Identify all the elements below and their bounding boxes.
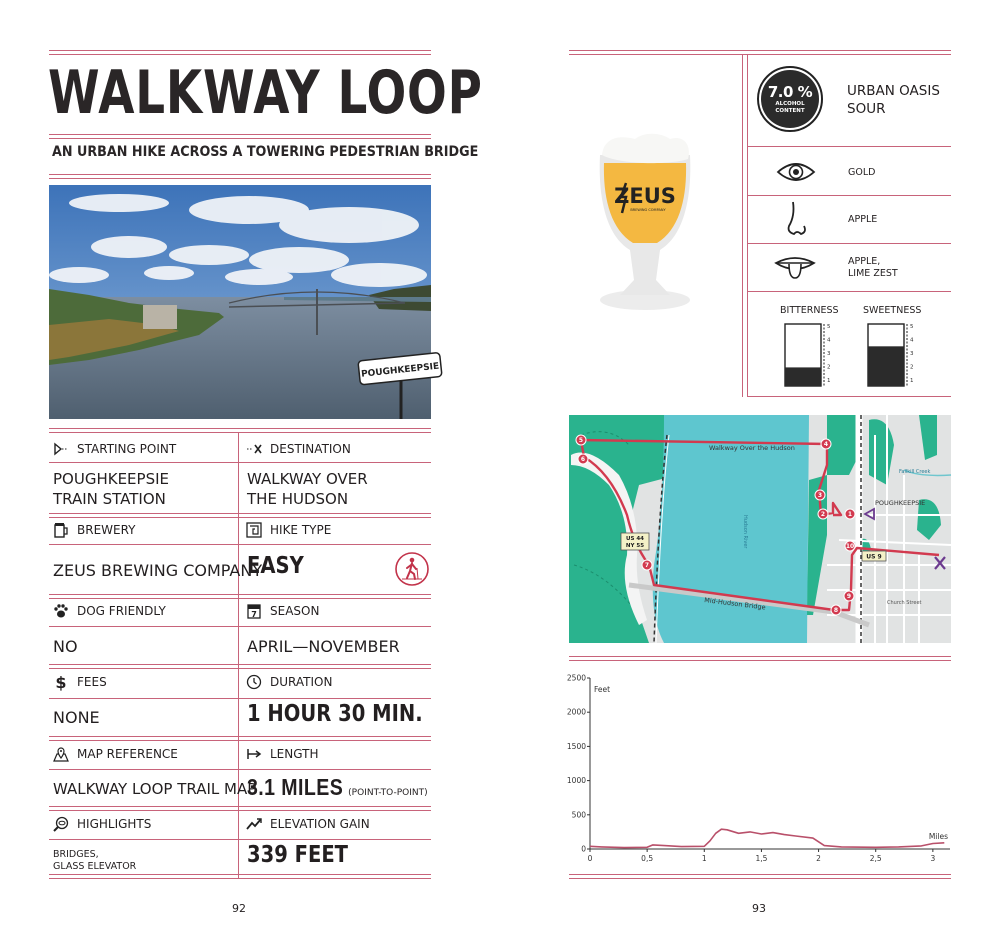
svg-text:NY 55: NY 55 (625, 543, 645, 549)
map-reference-value: WALKWAY LOOP TRAIL MAP (53, 780, 257, 798)
svg-text:7: 7 (251, 610, 257, 619)
divider (49, 668, 431, 669)
divider (49, 517, 431, 518)
divider (747, 146, 951, 147)
dog-friendly-value: NO (53, 637, 78, 656)
divider (49, 513, 431, 514)
bitterness-gauge-fill (785, 367, 821, 386)
paw-icon (53, 603, 69, 619)
nose-icon (785, 200, 809, 240)
divider (49, 462, 431, 463)
x-tick-label: 1 (701, 854, 707, 863)
waypoint-label: 3 (817, 492, 823, 500)
destination-x-icon (246, 441, 262, 457)
aroma-note: APPLE (848, 214, 878, 225)
beer-name: URBAN OASIS SOUR (847, 83, 940, 117)
fees-value: NONE (53, 708, 100, 727)
x-tick-label: 0 (587, 854, 593, 863)
divider (747, 195, 951, 196)
x-tick-label: 1,5 (755, 854, 768, 863)
season-value: APRIL—NOVEMBER (247, 637, 400, 656)
x-tick-label: 3 (930, 854, 936, 863)
divider (49, 178, 431, 179)
divider (49, 664, 431, 665)
eye-icon (776, 158, 816, 186)
waypoint-label: 8 (833, 607, 839, 615)
bridge-map-label: Mid-Hudson Bridge (703, 596, 767, 612)
divider (569, 54, 951, 55)
elevation-line (590, 829, 944, 847)
bitterness-gauge-tick: 3 (827, 351, 831, 357)
waypoint-label: 2 (820, 511, 826, 519)
divider (49, 740, 431, 741)
river-map-label: Hudson River (742, 515, 748, 549)
church-map-label: Church Street (887, 600, 922, 606)
waypoint-label: 4 (823, 441, 829, 449)
calendar-icon (246, 603, 262, 619)
divider (747, 396, 951, 397)
divider (49, 54, 431, 55)
divider (49, 806, 431, 807)
column-divider (238, 432, 239, 878)
divider (49, 544, 431, 545)
brewery-label: BREWERY (53, 522, 136, 538)
length-arrow-icon (246, 746, 262, 762)
divider (49, 810, 431, 811)
divider (49, 428, 431, 429)
fees-label: $ FEES (53, 674, 107, 690)
y-tick-label: 0 (581, 844, 586, 854)
starting-point-value: POUGHKEEPSIE TRAIN STATION (53, 470, 169, 508)
divider (569, 878, 951, 879)
waypoint-label: 7 (644, 562, 650, 570)
duration-value: 1 HOUR 30 MIN. (247, 701, 423, 727)
y-tick-label: 1000 (566, 776, 586, 786)
sweetness-label: SWEETNESS (863, 305, 922, 316)
creek-map-label: Fallkill Creek (899, 469, 931, 475)
divider (49, 50, 431, 51)
beer-mug-icon (53, 522, 69, 538)
zeus-logo-sub: BREWING COMPANY (630, 208, 666, 212)
hiker-icon (394, 551, 430, 587)
length-value: 3.1 MILES (POINT-TO-POINT) (247, 774, 428, 800)
length-label: LENGTH (246, 746, 318, 762)
trail-map (569, 415, 951, 643)
map-reference-label: MAP REFERENCE (53, 746, 178, 762)
hike-type-value: EASY (247, 553, 304, 579)
y-tick-label: 500 (571, 810, 586, 820)
y-axis-label: Feet (594, 685, 611, 694)
divider (569, 656, 951, 657)
divider (49, 134, 431, 135)
bitterness-gauge (783, 318, 833, 388)
destination-label: DESTINATION (246, 441, 351, 457)
elevation-chart (562, 668, 954, 864)
y-tick-label: 1500 (566, 741, 586, 751)
trend-up-icon (246, 816, 262, 832)
page-subtitle: AN URBAN HIKE ACROSS A TOWERING PEDESTRIAN BRIDGE (52, 144, 479, 160)
hike-type-label: HIKE TYPE (246, 522, 331, 538)
destination-value: WALKWAY OVER THE HUDSON (247, 470, 368, 508)
divider (49, 432, 431, 433)
bitterness-label: BITTERNESS (780, 305, 839, 316)
divider (49, 736, 431, 737)
bitterness-gauge-tick: 1 (827, 378, 831, 384)
clock-icon (246, 674, 262, 690)
highlights-value: BRIDGES, GLASS ELEVATOR (53, 849, 137, 872)
x-tick-label: 0,5 (641, 854, 654, 863)
page-number: 93 (752, 902, 766, 915)
zeus-logo: ZEUS (614, 184, 676, 208)
page-title: WALKWAY LOOP (48, 58, 483, 128)
svg-text:US 44: US 44 (626, 536, 644, 542)
abv-caption: ALCOHOL CONTENT (775, 101, 805, 114)
start-arrow-icon (53, 441, 69, 457)
divider (569, 874, 951, 875)
elevation-gain-label: ELEVATION GAIN (246, 816, 370, 832)
x-tick-label: 2,5 (869, 854, 882, 863)
divider (49, 698, 431, 699)
dollar-icon: $ (55, 672, 67, 692)
divider (569, 660, 951, 661)
divider (49, 138, 431, 139)
page-number: 92 (232, 902, 246, 915)
x-tick-label: 2 (816, 854, 821, 863)
elevation-gain-value: 339 FEET (247, 842, 349, 868)
brewery-value: ZEUS BREWING COMPANY (53, 561, 263, 580)
waypoint-label: 1 (847, 511, 853, 519)
starting-point-label: STARTING POINT (53, 441, 176, 457)
waypoint-label: 5 (578, 437, 584, 445)
us44-shield (621, 533, 649, 550)
divider (747, 291, 951, 292)
divider (49, 878, 431, 879)
duration-label: DURATION (246, 674, 332, 690)
column-divider (747, 54, 748, 397)
sweetness-gauge-tick: 1 (910, 378, 914, 384)
divider (49, 594, 431, 595)
mouth-tongue-icon (774, 251, 816, 281)
sweetness-gauge-fill (868, 346, 904, 386)
column-divider (742, 54, 743, 397)
divider (49, 626, 431, 627)
map-pin-icon (53, 746, 69, 762)
hudson-river-photo (49, 185, 440, 419)
waypoint-label: 9 (846, 593, 852, 601)
sweetness-gauge-tick: 2 (910, 364, 914, 371)
y-tick-label: 2500 (566, 673, 586, 683)
sweetness-gauge-tick: 4 (910, 337, 914, 344)
divider (49, 874, 431, 875)
abv-value: 7.0 % (767, 83, 813, 101)
y-tick-label: 2000 (566, 707, 586, 717)
svg-text:US 9: US 9 (866, 553, 882, 561)
season-label: 7 SEASON (246, 603, 319, 619)
bitterness-gauge-tick: 4 (827, 337, 831, 344)
waypoint-label: 6 (580, 456, 586, 464)
bitterness-gauge-tick: 5 (827, 324, 831, 330)
city-map-label: POUGHKEEPSIE (875, 499, 926, 507)
sweetness-gauge (866, 318, 916, 388)
taste-note: APPLE, LIME ZEST (848, 256, 898, 279)
us9-shield (862, 551, 886, 561)
sweetness-gauge-tick: 3 (910, 351, 914, 357)
abv-badge (757, 66, 823, 132)
color-note: GOLD (848, 167, 876, 178)
eye-magnifier-icon (53, 816, 69, 832)
divider (49, 769, 431, 770)
divider (49, 598, 431, 599)
highlights-label: HIGHLIGHTS (53, 816, 151, 832)
divider (49, 174, 431, 175)
divider (747, 243, 951, 244)
waypoint-label: 10 (845, 543, 855, 551)
poughkeepsie-sign: POUGHKEEPSIE (360, 361, 440, 380)
bitterness-gauge-tick: 2 (827, 364, 831, 371)
divider (49, 839, 431, 840)
dog-friendly-label: DOG FRIENDLY (53, 603, 166, 619)
walkway-map-label: Walkway Over the Hudson (709, 444, 795, 452)
x-axis-label: Miles (928, 832, 948, 841)
maze-icon (246, 522, 262, 538)
beer-glass-illustration (590, 125, 700, 315)
divider (569, 50, 951, 51)
sweetness-gauge-tick: 5 (910, 324, 914, 330)
